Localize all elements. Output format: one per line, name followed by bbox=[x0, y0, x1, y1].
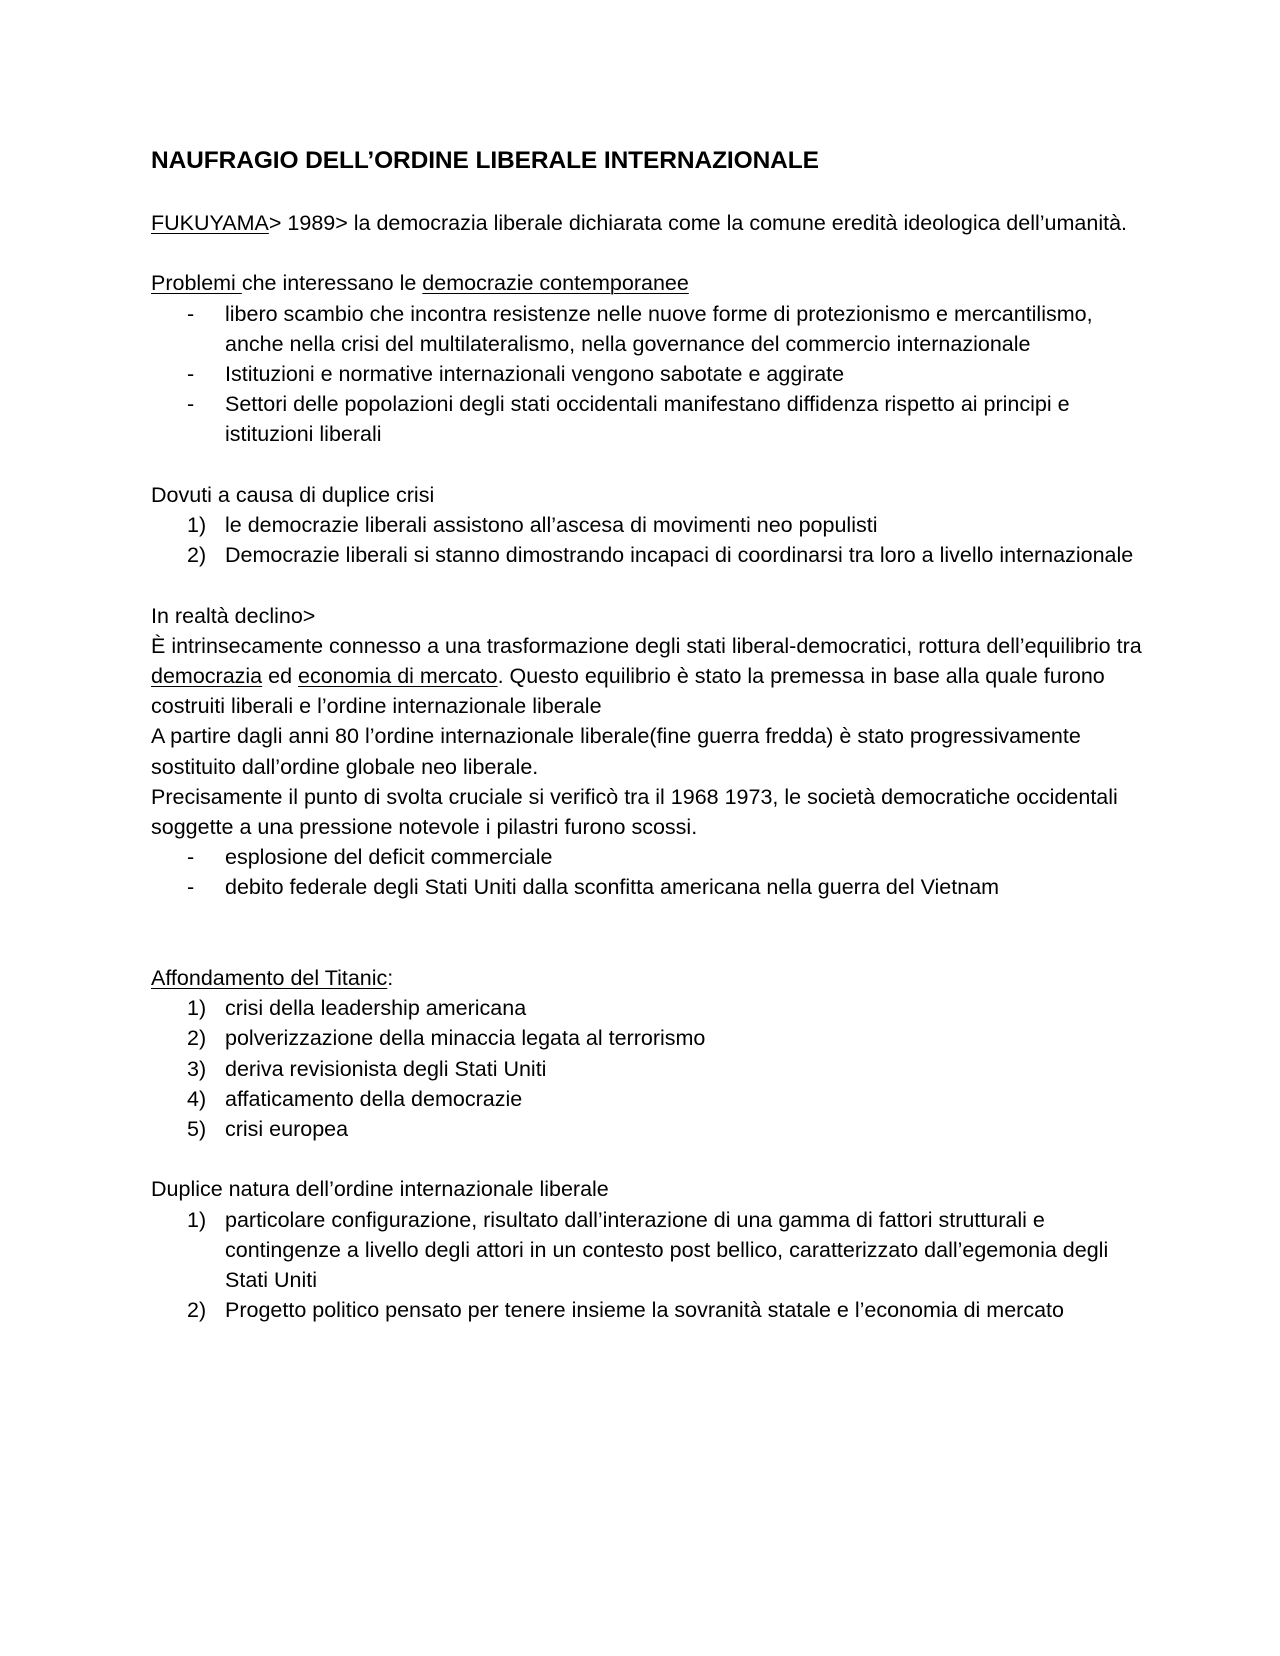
number-marker: 1) bbox=[187, 996, 207, 1021]
list-item-text: libero scambio che incontra resistenze nelle nuove forme di protezionismo e mercantilismo, anche nella crisi del multilateralismo, nella governance del commercio internazionale bbox=[225, 301, 1093, 356]
number-marker: 1) bbox=[187, 1207, 207, 1232]
problemi-heading bbox=[151, 268, 1151, 298]
bullet-marker: - bbox=[187, 875, 195, 900]
natura-list bbox=[151, 1205, 1151, 1326]
list-item bbox=[151, 993, 1151, 1023]
list-item-text: Progetto politico pensato per tenere insieme la sovranità statale e l’economia di mercato bbox=[225, 1298, 1064, 1323]
list-item-text: debito federale degli Stati Uniti dalla sconfitta americana nella guerra del Vietnam bbox=[225, 875, 1000, 900]
list-item-text: Democrazie liberali si stanno dimostrando incapaci di coordinarsi tra loro a livello internazionale bbox=[225, 543, 1134, 568]
number-marker: 2) bbox=[187, 543, 207, 568]
list-item-text: crisi della leadership americana bbox=[225, 996, 527, 1021]
page-title: NAUFRAGIO DELL’ORDINE LIBERALE INTERNAZIONALE bbox=[151, 147, 819, 174]
problemi-term2: democrazie contemporanee bbox=[422, 271, 689, 296]
document-page bbox=[151, 144, 1151, 1325]
bullet-marker: - bbox=[187, 845, 195, 870]
list-item-text: deriva revisionista degli Stati Uniti bbox=[225, 1056, 547, 1081]
list-item-text: le democrazie liberali assistono all’ascesa di movimenti neo populisti bbox=[225, 513, 878, 537]
bullet-marker: - bbox=[187, 392, 195, 417]
democrazia-term: democrazia bbox=[151, 664, 263, 688]
natura-heading: Duplice natura dell’ordine internazionale liberale bbox=[151, 1177, 609, 1202]
crisi-list bbox=[151, 510, 1151, 570]
list-item bbox=[151, 540, 1151, 570]
list-item bbox=[151, 510, 1151, 540]
declino-text-a: È intrinsecamente connesso a una trasformazione degli stati liberal-democratici, rottura dell’equilibrio tra bbox=[151, 633, 1142, 658]
list-item bbox=[151, 389, 1151, 449]
list-item bbox=[151, 359, 1151, 389]
declino-text-b: ed bbox=[262, 664, 299, 688]
list-item bbox=[151, 872, 1151, 902]
list-item-text: particolare configurazione, risultato dall’interazione di una gamma di fattori strutturali e contingenze a livello degli attori in un contesto post bellico, caratterizzato dall’egemonia degli Stati Uniti bbox=[225, 1207, 1109, 1293]
crisi-heading: Dovuti a causa di duplice crisi bbox=[151, 482, 435, 507]
economia-term: economia di mercato bbox=[298, 664, 498, 688]
declino-paragraph-3: Precisamente il punto di svolta cruciale si verificò tra il 1968 1973, le società democratiche occidentali soggette a una pressione notevole i pilastri furono scossi. bbox=[151, 784, 1118, 840]
problemi-mid: che interessano le bbox=[241, 271, 423, 296]
number-marker: 3) bbox=[187, 1056, 207, 1081]
problemi-term: Problemi bbox=[151, 271, 242, 296]
bullet-marker: - bbox=[187, 301, 195, 326]
declino-paragraph-1 bbox=[151, 631, 1151, 722]
list-item bbox=[151, 1114, 1151, 1144]
intro-paragraph bbox=[151, 208, 1151, 238]
list-item bbox=[151, 299, 1151, 359]
number-marker: 2) bbox=[187, 1298, 207, 1323]
titanic-colon: : bbox=[387, 966, 394, 991]
declino-heading: In realtà declino> bbox=[151, 603, 316, 628]
list-item-text: Settori delle popolazioni degli stati occidentali manifestano diffidenza rispetto ai principi e istituzioni liberali bbox=[225, 392, 1070, 447]
list-item-text: crisi europea bbox=[225, 1117, 349, 1142]
list-item bbox=[151, 842, 1151, 872]
declino-paragraph-2: A partire dagli anni 80 l’ordine internazionale liberale(fine guerra fredda) è stato progressivamente sostituito dall’ordine globale neo liberale. bbox=[151, 724, 1081, 779]
list-item-text: affaticamento della democrazie bbox=[225, 1086, 523, 1111]
list-item bbox=[151, 1084, 1151, 1114]
number-marker: 2) bbox=[187, 1026, 207, 1051]
list-item bbox=[151, 1205, 1151, 1296]
list-item-text: esplosione del deficit commerciale bbox=[225, 845, 553, 870]
problemi-list bbox=[151, 299, 1151, 450]
declino-text-c: . Questo equilibrio è stato la premessa in base alla quale furono costruiti liberali e l’ordine internazionale liberale bbox=[151, 664, 1105, 719]
list-item bbox=[151, 1054, 1151, 1084]
bullet-marker: - bbox=[187, 362, 195, 386]
titanic-term: Affondamento del Titanic bbox=[151, 966, 388, 991]
list-item-text: polverizzazione della minaccia legata al terrorismo bbox=[225, 1026, 706, 1051]
intro-term: FUKUYAMA bbox=[151, 211, 269, 235]
declino-list bbox=[151, 842, 1151, 902]
list-item bbox=[151, 1023, 1151, 1053]
number-marker: 5) bbox=[187, 1117, 207, 1142]
intro-text: > 1989> la democrazia liberale dichiarata come la comune eredità ideologica dell’umanità. bbox=[268, 211, 1127, 235]
number-marker: 4) bbox=[187, 1086, 207, 1111]
titanic-list bbox=[151, 993, 1151, 1144]
list-item-text: Istituzioni e normative internazionali vengono sabotate e aggirate bbox=[225, 362, 845, 386]
titanic-heading bbox=[151, 963, 1151, 993]
number-marker: 1) bbox=[187, 513, 207, 537]
list-item bbox=[151, 1295, 1151, 1325]
